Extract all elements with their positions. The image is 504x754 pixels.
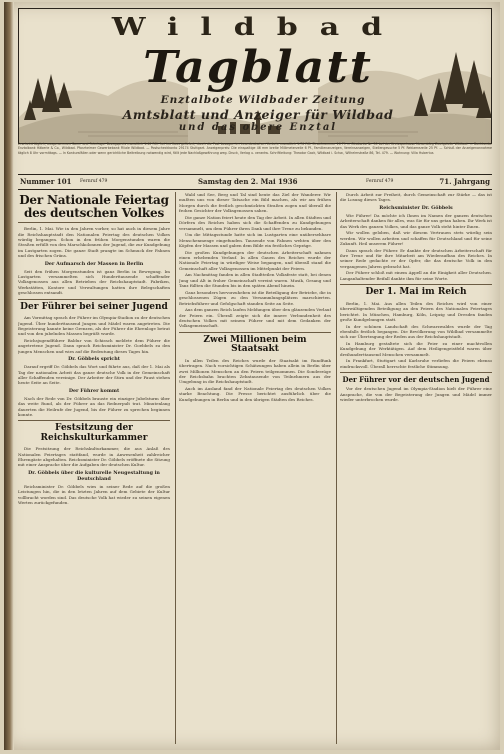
paragraph: Der Führer schloß mit einem Appell an die Einigkeit aller Deutschen. Langanhaltender Beifall dankte ihm für seine Worte. <box>340 270 492 281</box>
masthead-subtitle-2: Amtsblatt und Anzeiger für Wildbad <box>122 107 394 122</box>
column-rule <box>336 192 337 744</box>
column-2 <box>179 192 331 744</box>
headline-culture-chamber: Festsitzung der Reichskulturkammer <box>40 423 148 443</box>
masthead-title: Tagblatt <box>143 41 373 93</box>
issue-date: Samstag den 2. Mai 1936 <box>198 177 298 186</box>
paragraph: Reichsjugendführer Baldur von Schirach meldete dem Führer die angetretene Jugend. Dann sprach Reichsminister Dr. Goebbels zu den jungen Menschen und wies auf die Bedeutung dieses Tages hin. <box>18 337 170 354</box>
paragraph: In Hamburg gestaltete sich die Feier zu einer machtvollen Kundgebung der Werktätigen. Auf dem Heiligengeistfeld waren über dreihunderttausend Menschen versammelt. <box>340 340 492 357</box>
masthead-subtitle-3: und das obere Enztal <box>178 122 338 133</box>
subheading: Der Aufmarsch der Massen in Berlin <box>44 260 144 267</box>
headline-may-day-reich: Der 1. Mai im Reich <box>365 287 467 298</box>
paragraph: Nach der Rede von Dr. Göbbels brauste ein einziger Jubelsturm über das weite Rund, als der Führer an das Rednerpult trat. Minutenlang dauerten die Heilrufe der Jugend, bis der Führer zu sprechen beginnen konnte. <box>18 395 170 417</box>
volume-year: 71. Jahrgang <box>439 177 490 186</box>
paragraph: In Frankfurt, Stuttgart und Karlsruhe verliefen die Feiern ebenso eindrucksvoll. Überall herrschte festliche Stimmung. <box>340 358 492 369</box>
paragraph: Um die Mittagsstunde hatte sich im Lustgarten eine unübersehbare Menschenmenge eingefunden. Tausende von Fahnen wehten über den Köpfen der Massen und gaben dem Bilde ein festliches Gepräge. <box>179 232 331 249</box>
masthead-town-name: Wildbad <box>111 13 405 42</box>
headline-two-million: Zwei Millionen beim Staatsakt <box>203 334 307 355</box>
paragraph: Die ganze Nation feiert heute den Tag der Arbeit. In allen Städten und Dörfern des Reiches haben sich die Schaffenden zu Kundgebungen versammelt, um dem Führer ihren Dank und ihre Treue zu bekunden. <box>179 214 331 231</box>
page-binding-edge <box>4 2 14 750</box>
headline-fuehrer-before-youth: Der Führer vor der deutschen Jugend <box>342 375 490 385</box>
paragraph: Durch Arbeit zur Freiheit, durch Gemeinschaft zur Stärke — das ist die Losung dieses Tages. <box>340 192 492 203</box>
dateline-bar <box>18 174 492 190</box>
paragraph: Die Festsitzung der Reichskulturkammer, die aus Anlaß des Nationalen Feiertages stattfand, wurde in Anwesenheit zahlreicher Ehrengäste abgehalten. Reichsminister Dr. Göbbels eröffnete die Sitzung mit einer Ansprache über die Aufgaben der deutschen Kultur. <box>18 446 170 468</box>
paragraph: Berlin, 1. Mai. Wie in den Jahren vorher, so hat auch in diesem Jahre die Reichshauptstadt den Nationalen Feiertag des deutschen Volkes würdig begangen. Schon in den frühen Morgenstunden waren die Straßen erfüllt von den Marschkolonnen der Jugend, die zur Kundgebung im Lustgarten zogen. Die ganze Stadt prangte im Schmuck der Fahnen und des frischen Grüns. <box>18 226 170 259</box>
paragraph: In allen Teilen des Reiches wurde der Staatsakt im Rundfunk übertragen. Nach vorsichtigen Schätzungen haben allein in Berlin über zwei Millionen Menschen an den Feiern teilgenommen. Die Sonderzüge der Reichsbahn brachten Zehntausende von Teilnehmern aus der Umgebung in die Reichshauptstadt. <box>179 357 331 385</box>
paragraph: Aus dem ganzen Reich laufen Meldungen über den glänzenden Verlauf der Feiern ein. Überall zeigte sich die innere Verbundenheit des deutschen Volkes mit seinem Führer und mit dem Gedanken der Volksgemeinschaft. <box>179 307 331 329</box>
paragraph: Die großen Kundgebungen der deutschen Arbeiterschaft nahmen einen erhebenden Verlauf. In allen Gauen des Reiches wurde der Nationale Feiertag in würdiger Weise begangen, und überall stand die Gemeinschaft aller Volksgenossen im Mittelpunkt der Feiern. <box>179 249 331 271</box>
paragraph: Darauf ergriff Dr. Göbbels das Wort und führte aus, daß der 1. Mai als Tag der nationalen Arbeit das ganze deutsche Volk in der Gemeinschaft aller Schaffenden vereinige. Der Arbeiter der Stirn und der Faust stehen heute Seite an Seite. <box>18 364 170 386</box>
paragraph: Ganz besonders hervorzuheben ist die Beteiligung der Betriebe, die in geschlossenen Zügen zu den Versammlungsplätzen marschierten. Betriebsführer und Gefolgschaft standen Seite an Seite. <box>179 289 331 306</box>
paragraph: Vor der deutschen Jugend im Olympia-Stadion hielt der Führer eine Ansprache, die von der Begeisterung der Jungen und Mädel immer wieder unterbrochen wurde. <box>340 386 492 403</box>
column-rule <box>175 192 176 744</box>
paragraph: Wie Führer! Da möchte ich Ihnen im Namen der ganzen deutschen Arbeiterschaft danken für alles, was Sie für uns getan haben. Ihr Werk ist das Werk des ganzen Volkes, und das ganze Volk steht hinter Ihnen. <box>340 212 492 229</box>
subheading: Dr. Göbbels über die kulturelle Neugestaltung in Deutschland <box>28 469 160 482</box>
article-columns <box>18 192 492 744</box>
headline-national-holiday: Der Nationale Feiertag des deutschen Volkes <box>19 193 169 220</box>
paragraph: Am Nachmittag fanden in allen Stadtteilen Volksfeste statt, bei denen Jung und Alt in froher Gemeinschaft vereint waren. Musik, Gesang und Tanz füllten die Stunden bis in den späten Abend hinein. <box>179 272 331 289</box>
paragraph: Wald und See, Berg und Tal sind heute das Ziel der Wanderer. Wir mußten uns von dieser Tatsache ein Bild machen, als wir am frühen Morgen durch die festlich geschmückten Straßen zogen und überall die frohen Gesichter der Volksgenossen sahen. <box>179 192 331 214</box>
headline-fuehrer-youth: Der Führer bei seiner Jugend <box>20 301 168 312</box>
paragraph: Dann sprach der Führer. Er dankte der deutschen Arbeiterschaft für ihre Treue und für ihre Mitarbeit am Wiederaufbau des Reiches. In seiner Rede gedachte er der Opfer, die das deutsche Volk in den vergangenen Jahren gebracht hat. <box>340 247 492 269</box>
phone-left: Fernruf 479 <box>80 179 108 184</box>
paragraph: Wir wollen geloben, daß wir diesem Vertrauen stets würdig sein werden. Wir wollen arbeiten und schaffen für Deutschland und für seine Zukunft. Heil unserem Führer! <box>340 230 492 247</box>
column-1 <box>18 192 170 744</box>
issue-number: Nummer 101 <box>20 177 72 186</box>
masthead <box>18 8 492 144</box>
newspaper-page <box>4 2 500 750</box>
column-3 <box>340 192 492 744</box>
subheading: Reichsminister Dr. Göbbels <box>379 204 453 211</box>
paragraph: Berlin, 1. Mai. Aus allen Teilen des Reiches wird von einer überwältigenden Beteiligung an den Feiern des Nationalen Feiertages berichtet. In München, Hamburg, Köln, Leipzig und Dresden fanden große Kundgebungen statt. <box>340 300 492 322</box>
masthead-subtitle-1: Enztalbote Wildbader Zeitung <box>160 94 366 106</box>
paragraph: In der schönen Landschaft des Schwarzwaldes wurde der Tag ebenfalls festlich begangen. Die Bevölkerung von Wildbad versammelte sich zur Übertragung der Reden aus der Reichshauptstadt. <box>340 323 492 340</box>
publisher-smallprint: Erscheint täglich, ausgenommen Sonn- und Feiertage. Bezugspreis monatlich 1.40 RM. frei ins Haus geliefert; durch die Post bezogen im innerdeutschen Verkehr monatlich 1.76 RM. Einzelnummer 10 Pf. — Girokonto Nr. 50 bei der Kreissparkasse Neuenbürg Zweigstelle Wildbad. — Bankkonto: Enztalbank Häberle & Co., Wildbad. Pforzheimer Gewerbebank Filiale Wildbad. — Postscheckkonto 29174 Stuttgart. Anzeigenpreis: Die einspaltige 46 mm breite Millimeterzeile 6 Pf., Familienanzeigen, Vereinsanzeigen, Stellengesuche 5 Pf. Reklamezeile 25 Pf. — Schluß der Anzeigenannahme täglich 8 Uhr vormittags. — In Konkursfällen oder wenn gerichtliche Beitreibung notwendig wird, fällt jede Nachlaßgewährung weg. Druck, Verlag u. verantw. Schriftleitung: Theodor Gack, Wildbad i. Schw., Wilhelmstraße 86, Tel. 479. — Wohnung: Villa Hubertus <box>18 142 492 155</box>
subheading: Der Führer kommt <box>68 387 120 394</box>
paragraph: Auch im Ausland fand der Nationale Feiertag des deutschen Volkes starke Beachtung. Die Presse berichtet ausführlich über die Kundgebungen in Berlin und in den übrigen Städten des Reiches. <box>179 385 331 402</box>
paragraph: Am Vormittag sprach der Führer im Olympia-Stadion zu der deutschen Jugend. Über hunderttausend Jungen und Mädel waren angetreten. Die Begeisterung kannte keine Grenzen, als der Führer die Ehrenloge betrat und von den jubelnden Massen begrüßt wurde. <box>18 315 170 337</box>
paragraph: Seit den frühen Morgenstunden ist ganz Berlin in Bewegung. Im Lustgarten versammelten sich Hunderttausende schaffender Volksgenossen aus allen Betrieben der Reichshauptstadt. Fabriken, Werkstätten, Kontore und Verwaltungen hatten ihre Belegschaften geschlossen entsandt. <box>18 268 170 296</box>
phone-right: Fernruf 479 <box>366 179 394 184</box>
subheading: Dr. Göbbels spricht <box>68 356 120 363</box>
paragraph: Reichsminister Dr. Göbbels wies in seiner Rede auf die großen Leistungen hin, die in den letzten Jahren auf dem Gebiete der Kultur vollbracht worden sind. Das deutsche Volk hat wieder zu seinen eigenen Werten zurückgefunden. <box>18 483 170 506</box>
